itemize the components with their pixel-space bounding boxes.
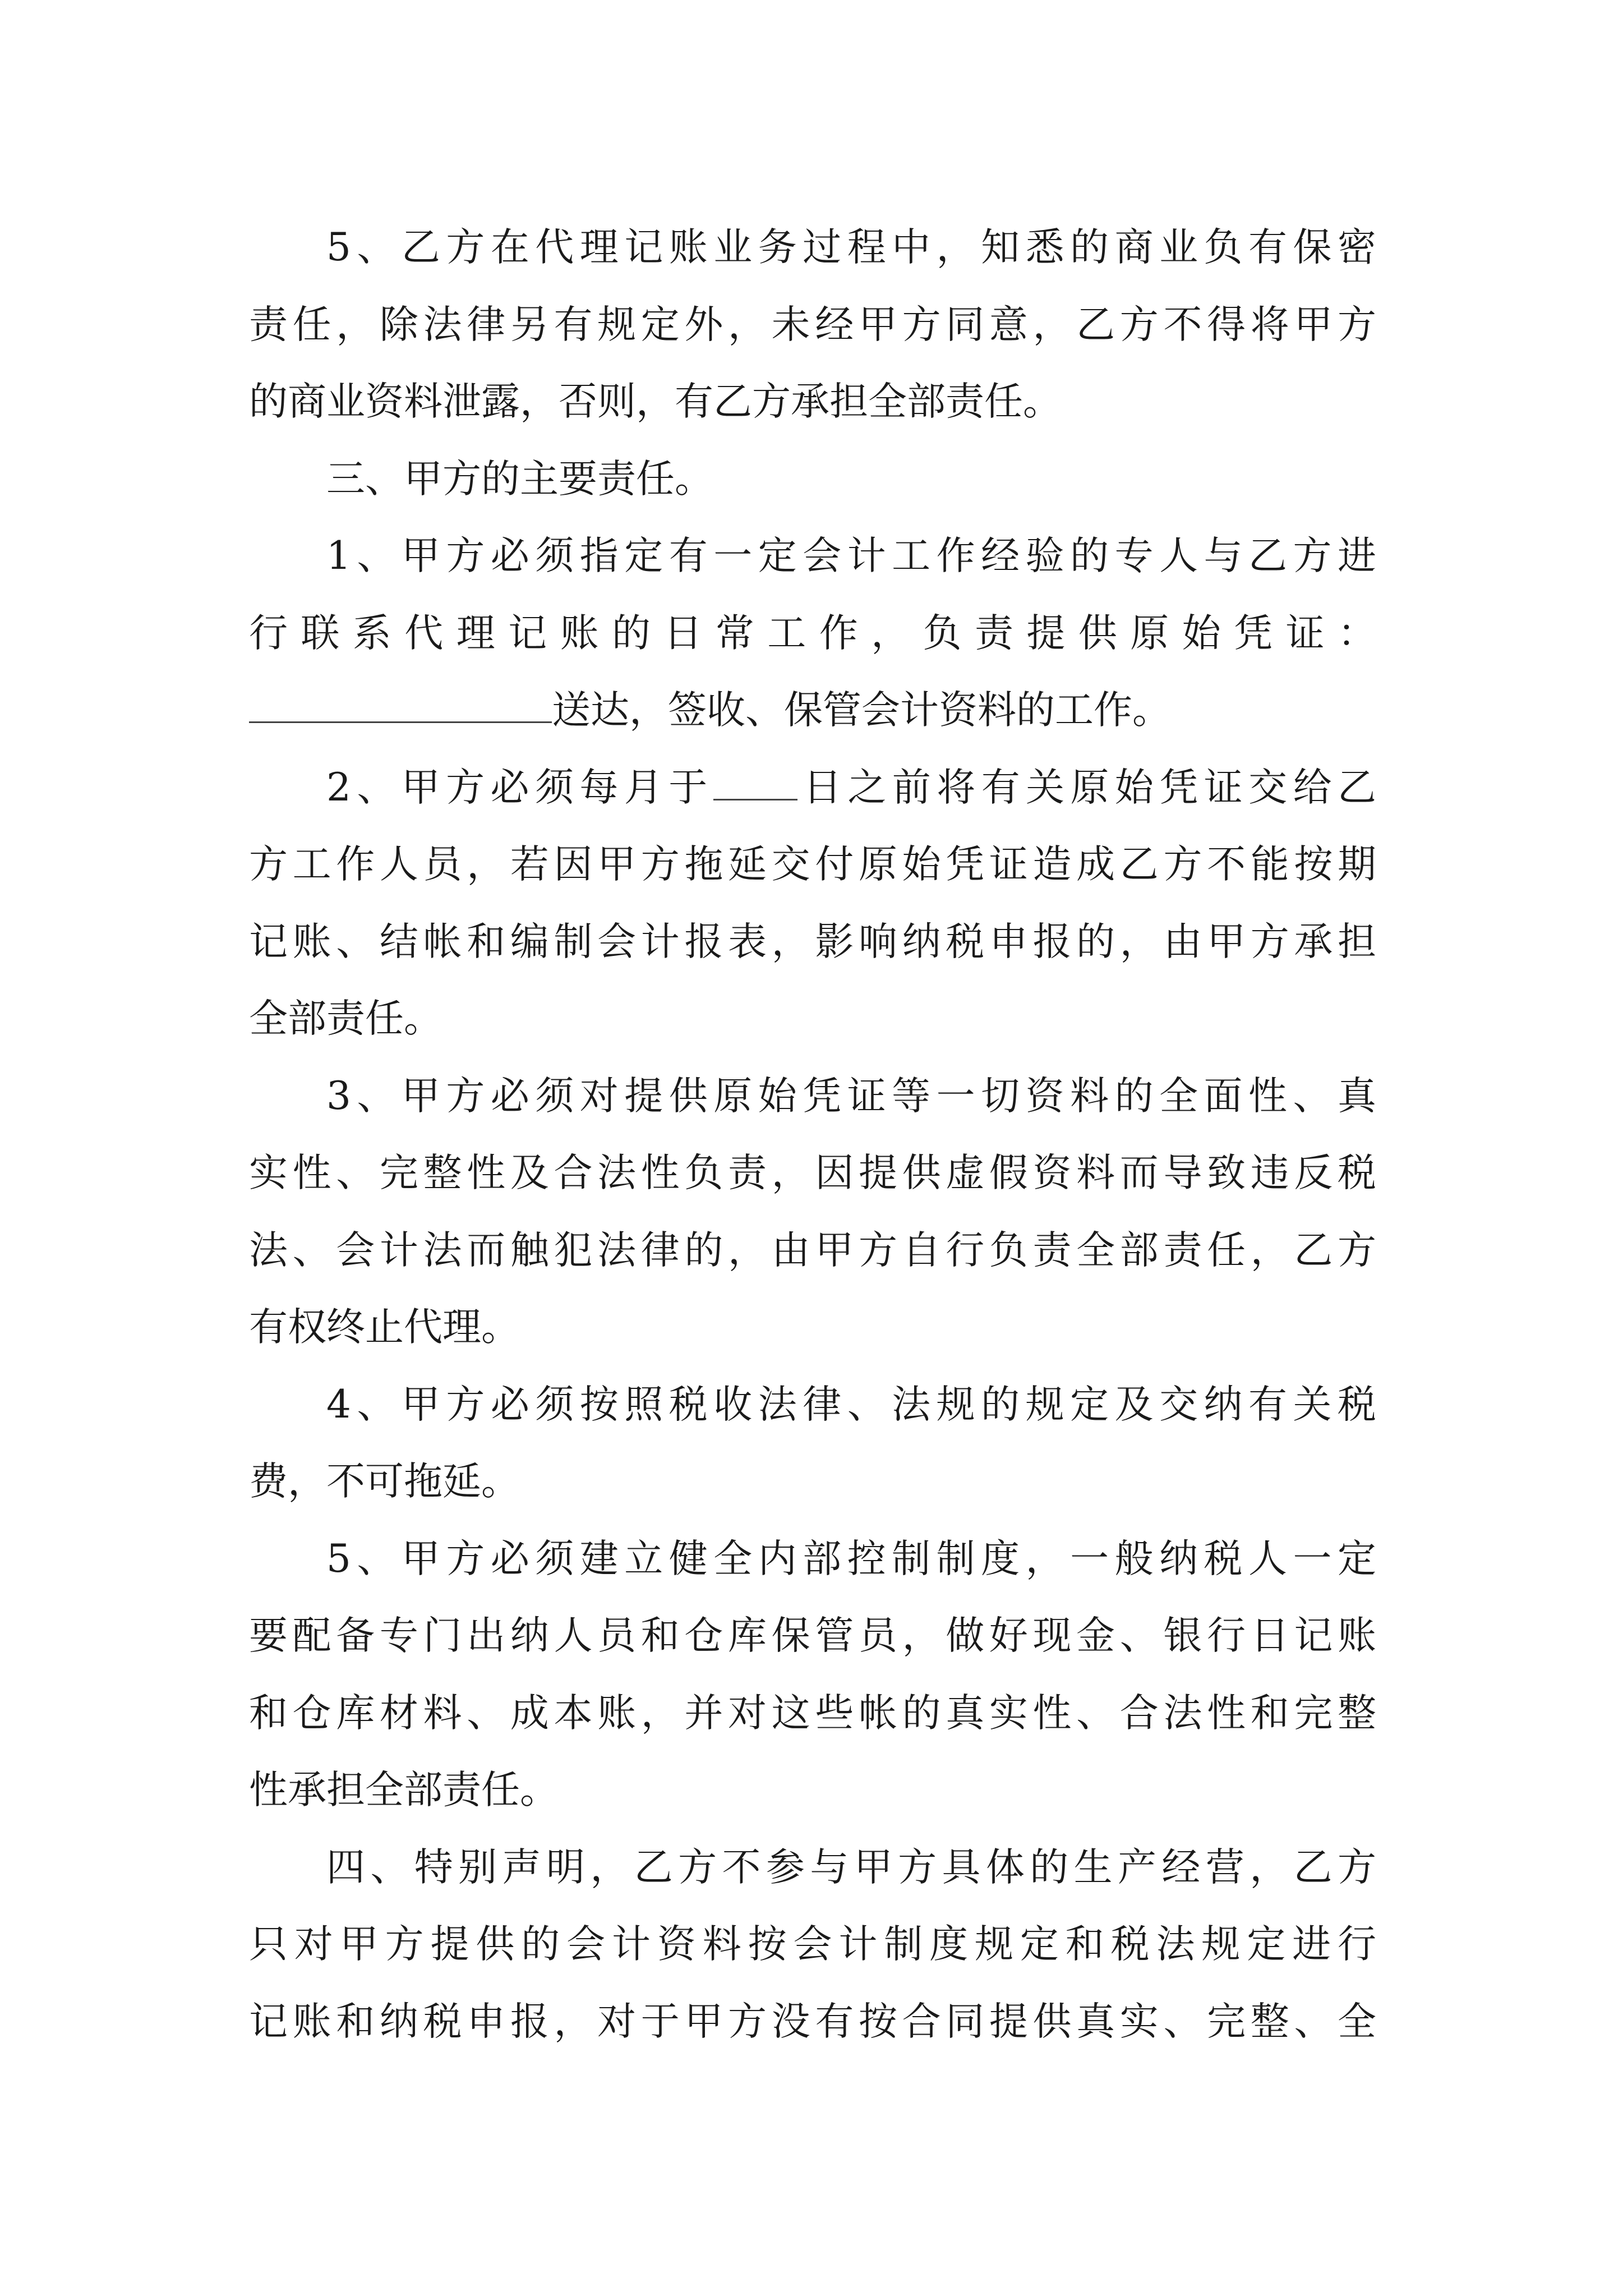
paragraph-line: 费，不可拖延。 bbox=[249, 1459, 520, 1504]
paragraph-line: 要配备专门出纳人员和仓库保管员，做好现金、银行日记账 bbox=[249, 1613, 1376, 1658]
paragraph-line: 和仓库材料、成本账，并对这些帐的真实性、合法性和完整 bbox=[249, 1690, 1376, 1736]
paragraph-line: 法、会计法而触犯法律的，由甲方自行负责全部责任，乙方 bbox=[249, 1227, 1376, 1273]
paragraph-line: 记账、结帐和编制会计报表，影响纳税申报的，由甲方承担 bbox=[249, 919, 1376, 964]
paragraph-line: 行联系代理记账的日常工作，负责提供原始凭证： bbox=[249, 610, 1376, 656]
paragraph-line: 方工作人员，若因甲方拖延交付原始凭证造成乙方不能按期 bbox=[249, 842, 1376, 887]
paragraph-line: 4、甲方必须按照税收法律、法规的规定及交纳有关税 bbox=[326, 1382, 1376, 1427]
paragraph-line: 1、甲方必须指定有一定会计工作经验的专人与乙方进 bbox=[326, 533, 1376, 578]
paragraph-line bbox=[249, 749, 1376, 827]
paragraph-line: 全部责任。 bbox=[249, 996, 442, 1041]
fill-in-blank bbox=[249, 688, 552, 723]
paragraph-line: 性承担全部责任。 bbox=[249, 1768, 559, 1812]
paragraph-line: 记账和纳税申报，对于甲方没有按合同提供真实、完整、全 bbox=[249, 1999, 1376, 2044]
paragraph-line: 实性、完整性及合法性负责，因提供虚假资料而导致违反税 bbox=[249, 1151, 1376, 1195]
paragraph-line: 5、甲方必须建立健全内部控制制度，一般纳税人一定 bbox=[326, 1536, 1376, 1581]
paragraph-line: 5、乙方在代理记账业务过程中，知悉的商业负有保密 bbox=[326, 225, 1376, 270]
paragraph-line: 只对甲方提供的会计资料按会计制度规定和税法规定进行 bbox=[249, 1922, 1376, 1967]
paragraph-line: 责任，除法律另有规定外，未经甲方同意，乙方不得将甲方 bbox=[249, 302, 1376, 347]
fill-in-blank bbox=[713, 765, 797, 800]
paragraph-line: 四、特别声明，乙方不参与甲方具体的生产经营，乙方 bbox=[326, 1844, 1376, 1890]
paragraph-text: 2、甲方必须每月于 bbox=[326, 765, 713, 810]
paragraph-line: 3、甲方必须对提供原始凭证等一切资料的全面性、真 bbox=[326, 1073, 1376, 1119]
paragraph-text: 日之前将有关原始凭证交给乙 bbox=[797, 765, 1376, 810]
paragraph-line: 的商业资料泄露，否则，有乙方承担全部责任。 bbox=[249, 379, 1062, 424]
paragraph-line: 有权终止代理。 bbox=[249, 1305, 520, 1350]
section-heading: 三、甲方的主要责任。 bbox=[326, 456, 713, 501]
paragraph-line bbox=[249, 672, 1376, 749]
paragraph-text: 送达，签收、保管会计资料的工作。 bbox=[552, 688, 1171, 733]
document-body bbox=[249, 209, 1376, 2060]
